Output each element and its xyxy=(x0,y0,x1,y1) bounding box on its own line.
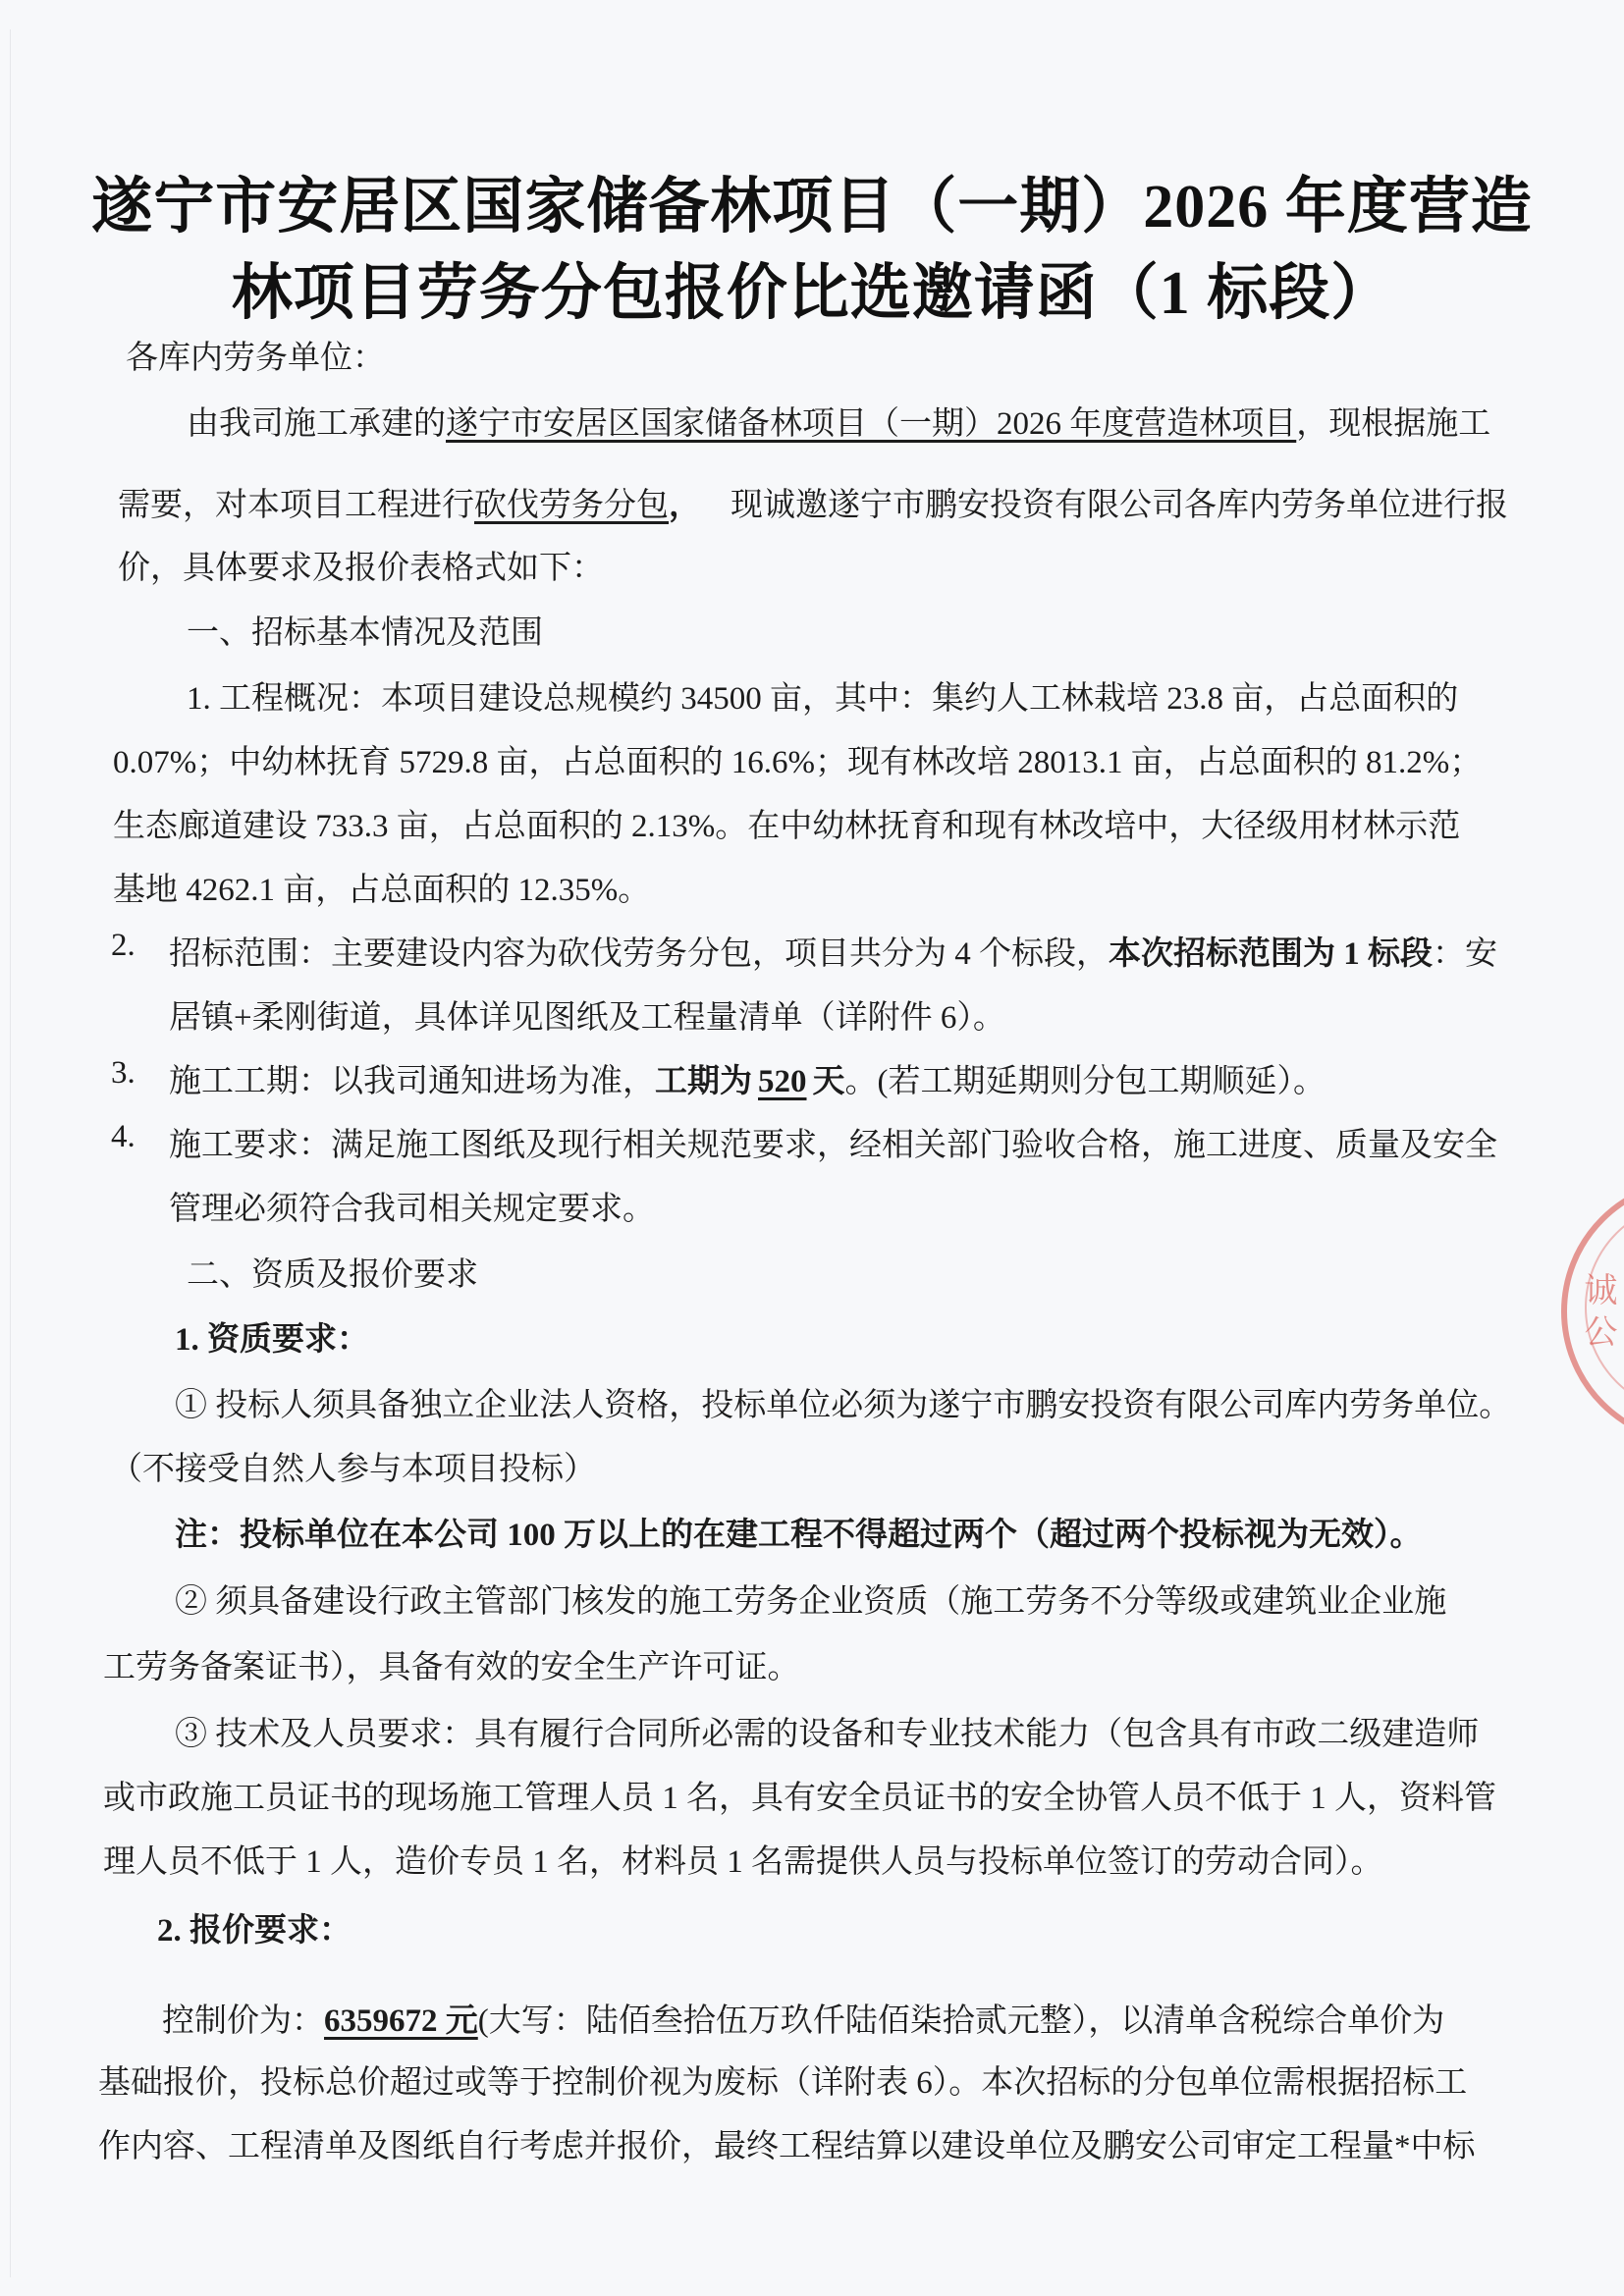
qualification-2-line-2: 工劳务备案证书），具备有效的安全生产许可证。 xyxy=(103,1650,800,1685)
overview-line-4: 基地 4262.1 亩，占总面积的 12.35%。 xyxy=(113,873,651,908)
duration-line xyxy=(169,1055,1326,1101)
intro-line-3: 价，具体要求及报价表格式如下： xyxy=(118,551,604,586)
project-name: 遂宁市安居区国家储备林项目（一期）2026 年度营造林项目 xyxy=(446,406,1297,442)
price-text: (大写：陆佰叁拾伍万玖仟陆佰柒拾贰元整），以清单含税综合单价为 xyxy=(477,2003,1445,2039)
scope-line-1 xyxy=(169,928,1497,974)
item-number: 3. xyxy=(111,1055,135,1091)
duration-unit: 天 xyxy=(812,1064,845,1099)
intro-text: 需要，对本项目工程进行 xyxy=(118,488,474,523)
intro-line-2 xyxy=(118,479,1508,525)
overview-line-1: 1. 工程概况：本项目建设总规模约 34500 亩，其中：集约人工林栽培 23.8 亩，占总面积的 xyxy=(187,681,1459,717)
intro-text: 由我司施工承建的 xyxy=(187,406,446,442)
requirement-line-1: 施工要求：满足施工图纸及现行相关规范要求，经相关部门验收合格，施工进度、质量及安全 xyxy=(169,1128,1497,1163)
note: 注：投标单位在本公司 100 万以上的在建工程不得超过两个（超过两个投标视为无效）。 xyxy=(175,1518,1423,1553)
qualification-2-line-1: ② 须具备建设行政主管部门核发的施工劳务企业资质（施工劳务不分等级或建筑业企业施 xyxy=(175,1584,1447,1620)
scope-line-2: 居镇+柔刚街道，具体详见图纸及工程量清单（详附件 6）。 xyxy=(169,1000,1005,1036)
duration-text: 。(若工期延期则分包工期顺延）。 xyxy=(844,1064,1326,1099)
company-seal xyxy=(1561,1178,1624,1445)
subsection-heading: 1. 资质要求： xyxy=(175,1322,369,1358)
item-number: 4. xyxy=(111,1119,135,1154)
duration-days: 520 xyxy=(758,1064,807,1099)
qualification-3-line-2: 或市政施工员证书的现场施工管理人员 1 名，具有安全员证书的安全协管人员不低于 1 人，资料管 xyxy=(103,1781,1496,1816)
control-price: 6359672 元 xyxy=(324,2003,478,2039)
scope-name: 砍伐劳务分包 xyxy=(474,488,669,523)
document-title-line-2: 林项目劳务分包报价比选邀请函（1 标段） xyxy=(231,260,1393,327)
overview-line-2: 0.07%；中幼林抚育 5729.8 亩，占总面积的 16.6%；现有林改培 28013.1 亩，占总面积的 81.2%； xyxy=(113,745,1483,780)
scope-text: ：安 xyxy=(1433,936,1497,972)
intro-line-1 xyxy=(187,398,1490,444)
scope-emphasis: 本次招标范围为 1 标段 xyxy=(1109,936,1433,972)
section-heading: 一、招标基本情况及范围 xyxy=(187,615,543,651)
scan-edge xyxy=(10,29,11,2277)
section-heading: 二、资质及报价要求 xyxy=(187,1257,478,1293)
seal-text: 诚 公 xyxy=(1579,1272,1615,1348)
duration-text: 施工工期：以我司通知进场为准， xyxy=(169,1064,655,1099)
price-label: 控制价为： xyxy=(162,2003,324,2039)
price-line-1 xyxy=(162,1995,1444,2041)
subsection-heading: 2. 报价要求： xyxy=(157,1913,352,1949)
qualification-1-line-2: （不接受自然人参与本项目投标） xyxy=(110,1452,596,1487)
scope-text: 招标范围：主要建设内容为砍伐劳务分包，项目共分为 4 个标段， xyxy=(169,936,1109,972)
duration-label: 工期为 xyxy=(655,1064,752,1099)
qualification-3-line-3: 理人员不低于 1 人，造价专员 1 名，材料员 1 名需提供人员与投标单位签订的劳动合同）。 xyxy=(103,1844,1383,1880)
item-number: 2. xyxy=(111,928,135,963)
price-line-3: 作内容、工程清单及图纸自行考虑并报价，最终工程结算以建设单位及鹏安公司审定工程量*中标 xyxy=(98,2129,1476,2164)
document-title-line-1: 遂宁市安居区国家储备林项目（一期）2026 年度营造 xyxy=(91,174,1533,240)
qualification-1-line-1: ① 投标人须具备独立企业法人资格，投标单位必须为遂宁市鹏安投资有限公司库内劳务单位。 xyxy=(175,1388,1512,1423)
intro-comma: ， xyxy=(669,488,701,523)
overview-line-3: 生态廊道建设 733.3 亩，占总面积的 2.13%。在中幼林抚育和现有林改培中，大径级用材林示范 xyxy=(113,809,1461,844)
intro-text: ，现根据施工 xyxy=(1296,406,1491,442)
requirement-line-2: 管理必须符合我司相关规定要求。 xyxy=(169,1192,655,1227)
qualification-3-line-1: ③ 技术及人员要求：具有履行合同所必需的设备和专业技术能力（包含具有市政二级建造师 xyxy=(175,1717,1480,1752)
intro-text: 现诚邀遂宁市鹏安投资有限公司各库内劳务单位进行报 xyxy=(731,488,1508,523)
salutation: 各库内劳务单位： xyxy=(126,341,385,376)
price-line-2: 基础报价，投标总价超过或等于控制价视为废标（详附表 6）。本次招标的分包单位需根据招标工 xyxy=(98,2065,1468,2101)
